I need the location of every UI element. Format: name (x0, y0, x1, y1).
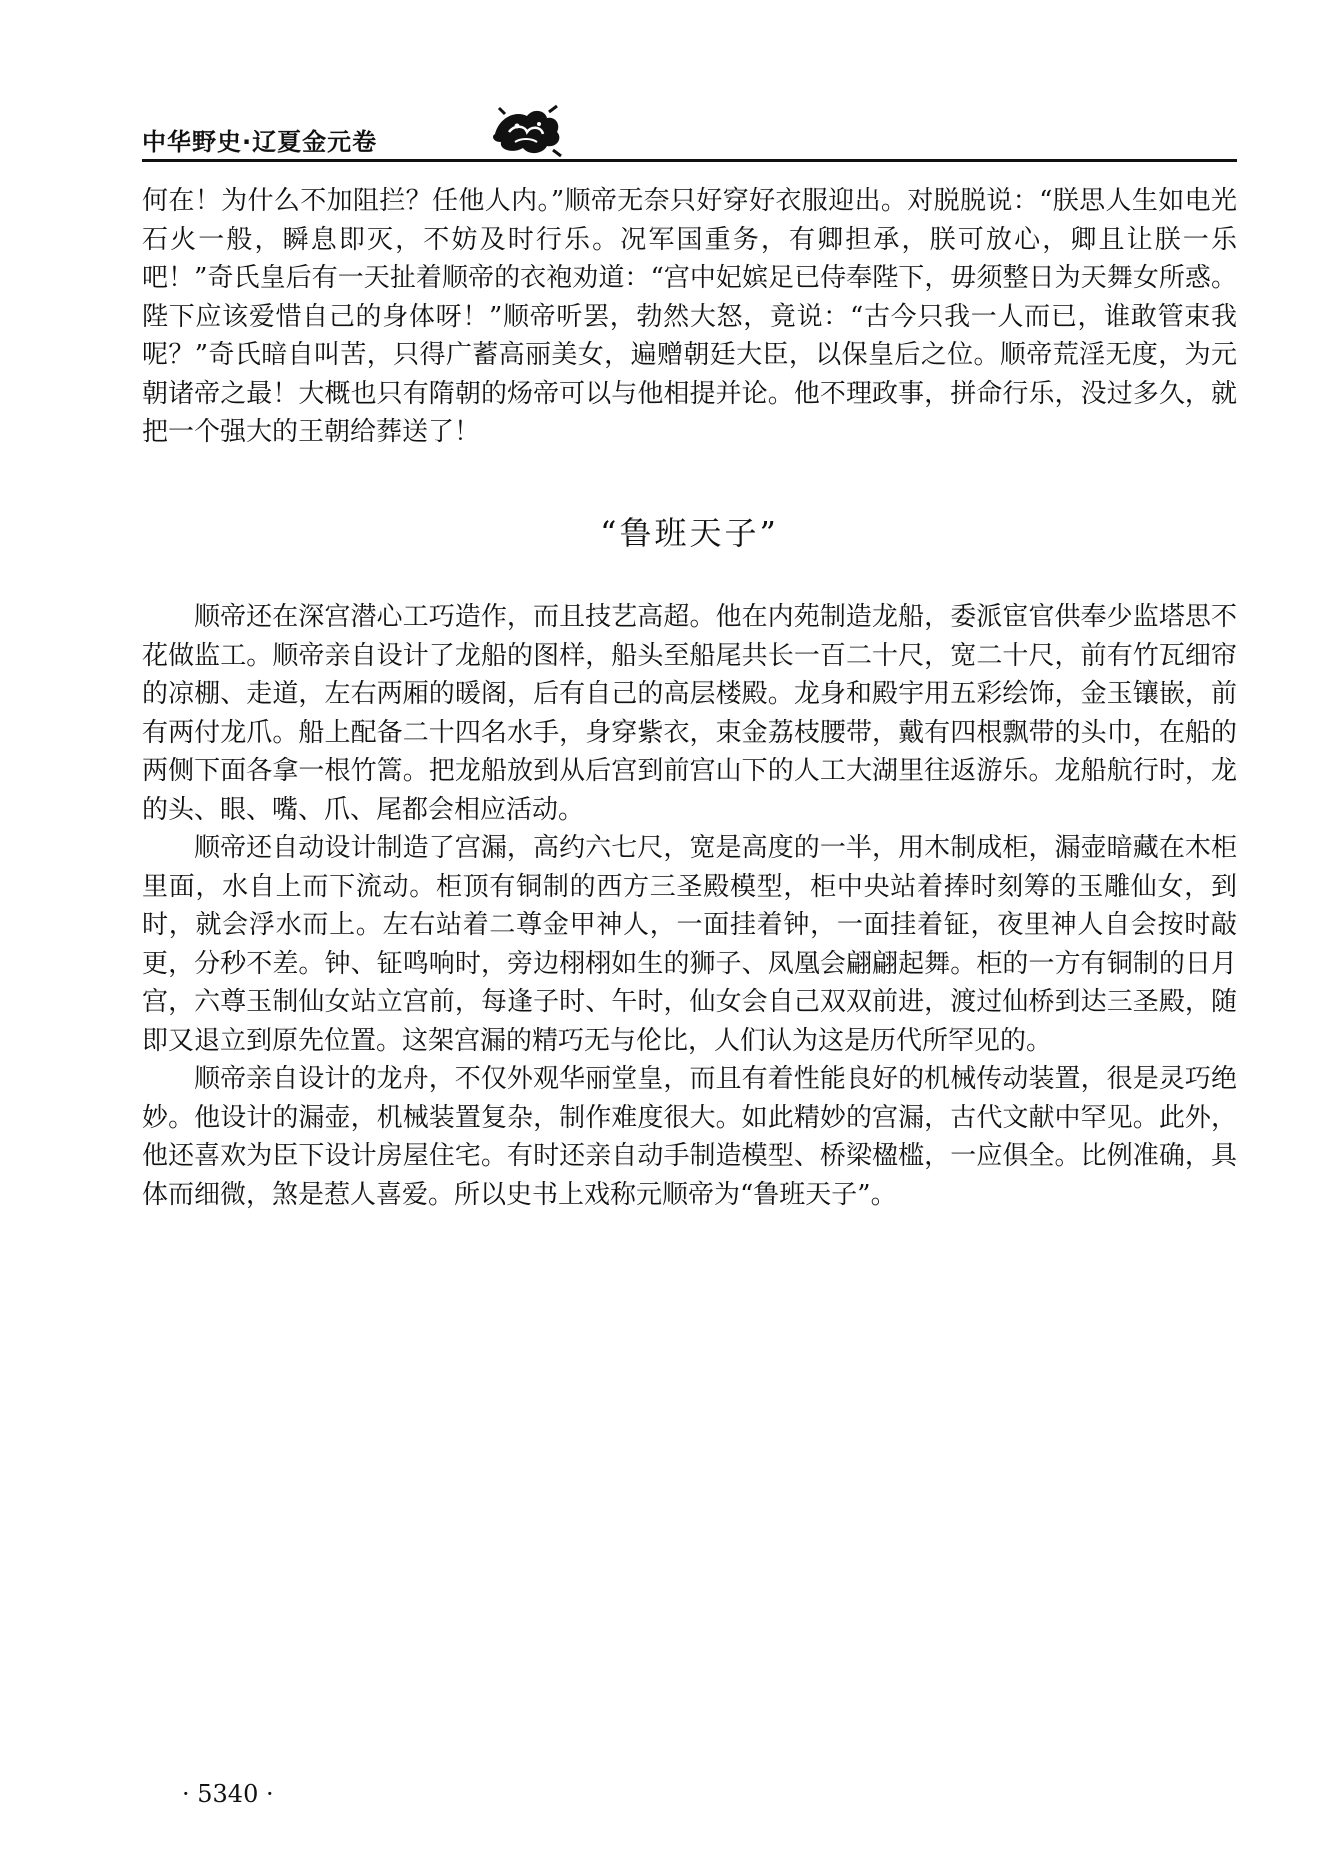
paragraph-3: 顺帝亲自设计的龙舟，不仅外观华丽堂皇，而且有着性能良好的机械传动装置，很是灵巧绝妙。他设计的漏壶，机械装置复杂，制作难度很大。如此精妙的宫漏，古代文献中罕见。此外，他还喜欢为臣下设计房屋住宅。有时还亲自动手制造模型、桥梁楹槛，一应俱全。比例准确，具体而细微，煞是惹人喜爱。所以史书上戏称元顺帝为“鲁班天子”。 (142, 1064, 1237, 1210)
section-title: “鲁班天子” (600, 514, 779, 552)
paragraph-2: 顺帝还自动设计制造了宫漏，高约六七尺，宽是高度的一半，用木制成柜，漏壶暗藏在木柜里面，水自上而下流动。柜顶有铜制的西方三圣殿模型，柜中央站着捧时刻筹的玉雕仙女，到时，就会浮水而上。左右站着二尊金甲神人，一面挂着钟，一面挂着钲，夜里神人自会按时敲更，分秒不差。钟、钲鸣响时，旁边栩栩如生的狮子、凤凰会翩翩起舞。柜的一方有铜制的日月宫，六尊玉制仙女站立宫前，每逢子时、午时，仙女会自己双双前进，渡过仙桥到达三圣殿，随即又退立到原先位置。这架宫漏的精巧无与伦比，人们认为这是历代所罕见的。 (142, 833, 1237, 1056)
dragon-seal-icon (487, 104, 567, 160)
section-body (142, 598, 1237, 1214)
header-divider (142, 159, 1237, 162)
paragraph-1: 顺帝还在深宫潜心工巧造作，而且技艺高超。他在内苑制造龙船，委派宦官供奉少监塔思不花做监工。顺帝亲自设计了龙船的图样，船头至船尾共长一百二十尺，宽二十尺，前有竹瓦细帘的凉棚、走道，左右两厢的暖阁，后有自己的高层楼殿。龙身和殿宇用五彩绘饰，金玉镶嵌，前有两付龙爪。船上配备二十四名水手，身穿紫衣，束金荔枝腰带，戴有四根飘带的头巾，在船的两侧下面各拿一根竹篙。把龙船放到从后宫到前宫山下的人工大湖里往返游乐。龙船航行时，龙的头、眼、嘴、爪、尾都会相应活动。 (142, 602, 1237, 825)
running-header (142, 112, 1242, 164)
book-title: 中华野史·辽夏金元卷 (142, 128, 378, 156)
continued-paragraph (142, 182, 1237, 452)
page-number: · 5340 · (182, 1780, 274, 1808)
continued-text: 何在！为什么不加阻拦？任他人内。”顺帝无奈只好穿好衣服迎出。对脱脱说：“朕思人生如电光石火一般，瞬息即灭，不妨及时行乐。况军国重务，有卿担承，朕可放心，卿且让朕一乐吧！”奇氏皇后有一天扯着顺帝的衣袍劝道：“宫中妃嫔足已侍奉陛下，毋须整日为天舞女所惑。陛下应该爱惜自己的身体呀！”顺帝听罢，勃然大怒，竟说：“古今只我一人而已，谁敢管束我呢？”奇氏暗自叫苦，只得广蓄高丽美女，遍赠朝廷大臣，以保皇后之位。顺帝荒淫无度，为元朝诸帝之最！大概也只有隋朝的炀帝可以与他相提并论。他不理政事，拼命行乐，没过多久，就把一个强大的王朝给葬送了！ (142, 186, 1237, 447)
